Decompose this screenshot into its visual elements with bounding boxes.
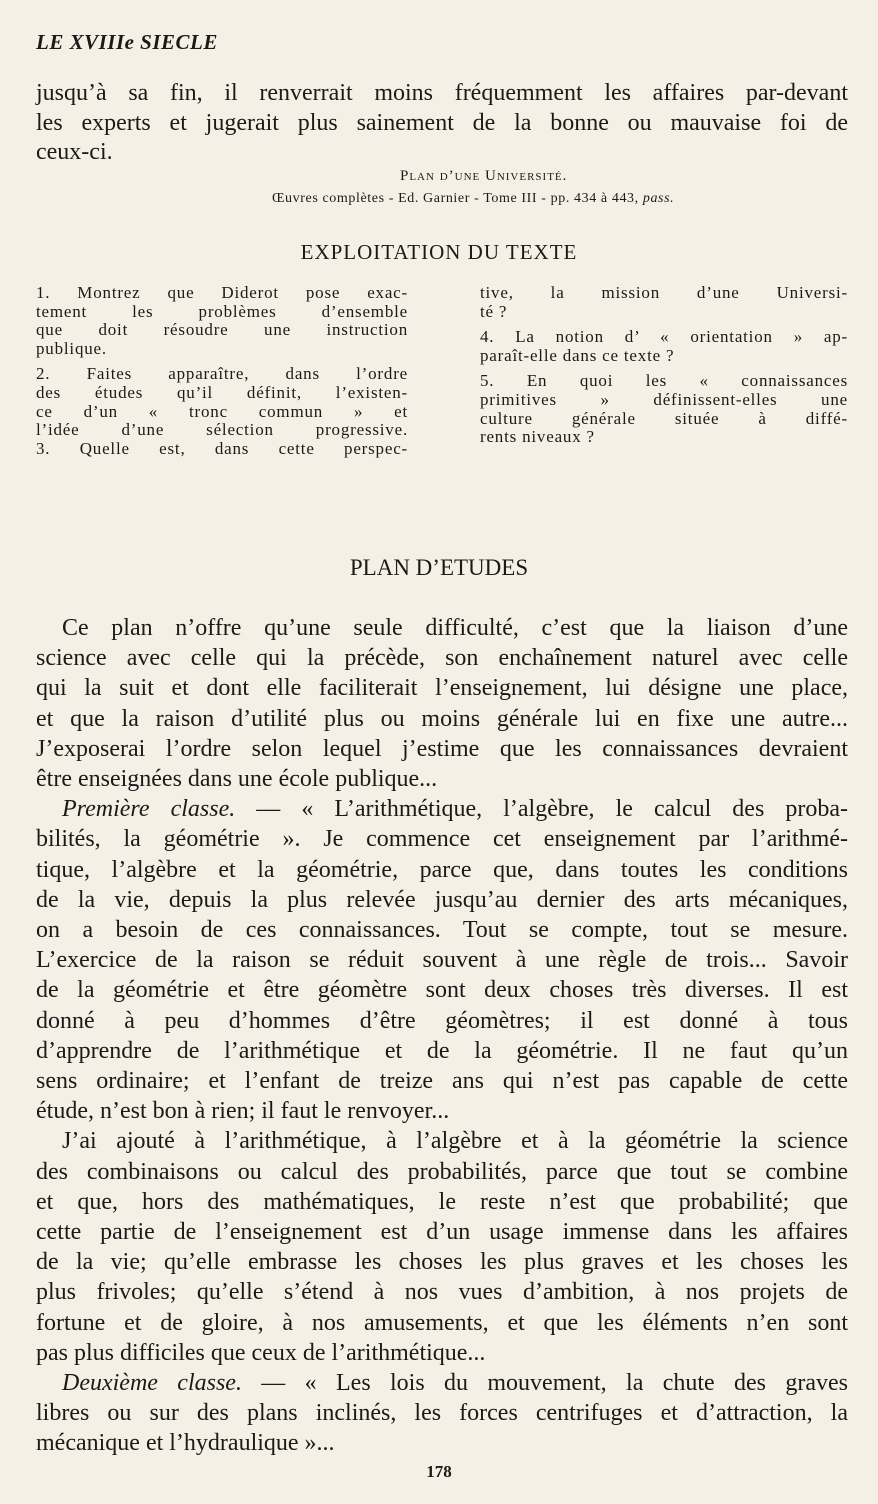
question-line: publique. <box>36 338 107 358</box>
text-line <box>36 975 848 1005</box>
line-text: Ce plan n’offre qu’une seule difficulté, c’est que la liaison d’une <box>62 615 848 641</box>
line-text: qui la suit et dont elle faciliterait l’enseignement, lui désigne une place, <box>36 675 848 702</box>
line-text: — « L’arithmétique, l’algèbre, le calcul des proba- <box>235 796 848 823</box>
text-line <box>36 1308 848 1338</box>
line-text: des combinaisons ou calcul des probabilités, parce que tout se combine <box>36 1158 848 1185</box>
line-text: et que, hors des mathématiques, le reste n’est que probabilité; que <box>36 1188 848 1215</box>
question-line: 1. Montrez que Diderot pose exac- <box>36 283 408 302</box>
line-text: de la vie, depuis la plus relevée jusqu’au dernier des arts mécaniques, <box>36 886 848 913</box>
question-line: 4. La notion d’ « orientation » ap- <box>480 327 848 347</box>
line-text: — « Les lois du mouvement, la chute des graves <box>241 1370 849 1396</box>
question-line: tement les problèmes d’ensemble <box>36 301 408 321</box>
line-text: d’apprendre de l’arithmétique et de la géométrie. Il ne faut qu’un <box>36 1037 848 1064</box>
line-text: être enseignées dans une école publique... <box>36 766 438 792</box>
text-line <box>36 1096 848 1126</box>
text-line <box>36 824 848 854</box>
text-line <box>36 734 848 764</box>
text-line <box>36 1428 848 1458</box>
question-line: primitives » définissent-elles une <box>480 389 848 409</box>
question-line: té ? <box>480 301 508 321</box>
line-text: les experts et jugerait plus sainement de la bonne ou mauvaise foi de <box>36 109 848 136</box>
text-line <box>36 1157 848 1187</box>
text-line <box>36 78 848 108</box>
question-line: l’idée d’une sélection progressive. <box>36 420 408 440</box>
text-line <box>36 1217 848 1247</box>
text-line <box>36 1006 848 1036</box>
question-line: culture générale située à diffé- <box>480 408 848 428</box>
question-line: des études qu’il définit, l’existen- <box>36 382 408 402</box>
questions-right-column <box>480 284 848 447</box>
question-line: 5. En quoi les « connaissances <box>480 371 848 391</box>
line-text: tique, l’algèbre et la géométrie, parce que, dans toutes les conditions <box>36 856 848 883</box>
text-line <box>36 1277 848 1307</box>
source-reference <box>272 191 674 207</box>
line-text: de la vie; qu’elle embrasse les choses les plus graves et les choses les <box>36 1249 848 1276</box>
text-line <box>36 643 848 673</box>
line-text: plus frivoles; qu’elle s’étend à nos vues d’ambition, à nos projets de <box>36 1279 848 1306</box>
questions-left-column <box>36 284 408 458</box>
line-text: libres ou sur des plans inclinés, les forces centrifuges et d’attraction, la <box>36 1400 848 1427</box>
exploitation-title: EXPLOITATION DU TEXTE <box>300 240 578 264</box>
question-line: tive, la mission d’une Universi- <box>480 283 848 302</box>
running-head: LE XVIIIe SIECLE <box>36 30 218 54</box>
text-line <box>36 1066 848 1096</box>
text-line <box>36 1036 848 1066</box>
question-line: que doit résoudre une instruction <box>36 320 408 340</box>
question-line: rents niveaux ? <box>480 427 595 447</box>
text-line <box>36 704 848 734</box>
line-text: fortune et de gloire, à nos amusements, et que les éléments n’en sont <box>36 1309 848 1336</box>
line-text: donné à peu d’hommes d’être géomètres; il est donné à tous <box>36 1007 848 1034</box>
text-line <box>62 794 848 824</box>
line-text: J’exposerai l’ordre selon lequel j’estime que les connaissances devraient <box>36 735 848 762</box>
text-line <box>36 1338 848 1368</box>
text-line <box>36 885 848 915</box>
text-line <box>62 1126 848 1156</box>
line-text: bilités, la géométrie ». Je commence cet enseignement par l’arithmé- <box>36 826 848 853</box>
text-line <box>36 673 848 703</box>
line-text: science avec celle qui la précède, son enchaînement naturel avec celle <box>36 645 848 672</box>
page-number: 178 <box>426 1462 452 1481</box>
question-line: 3. Quelle est, dans cette perspec- <box>36 438 408 458</box>
source-reference-italic: pass. <box>642 191 675 206</box>
text-line <box>62 613 848 643</box>
source-title: Plan d’une Université. <box>400 168 568 184</box>
line-text: et que la raison d’utilité plus ou moins générale lui en fixe une autre... <box>36 705 848 732</box>
line-text: sens ordinaire; et l’enfant de treize ans qui n’est pas capable de cette <box>36 1068 848 1094</box>
class-heading: Deuxième classe. <box>62 1370 242 1396</box>
source-reference-text: Œuvres complètes - Ed. Garnier - Tome III - pp. 434 à 443, <box>272 191 639 206</box>
line-text: on a besoin de ces connaissances. Tout se compte, tout se mesure. <box>36 917 848 943</box>
line-text: cette partie de l’enseignement est d’un usage immense dans les affaires <box>36 1219 848 1245</box>
line-text: pas plus difficiles que ceux de l’arithmétique... <box>36 1339 486 1366</box>
class-heading: Première classe. <box>62 796 236 823</box>
line-text: étude, n’est bon à rien; il faut le renvoyer... <box>36 1098 450 1125</box>
text-line <box>36 1247 848 1277</box>
line-text: J’ai ajouté à l’arithmétique, à l’algèbre et à la géométrie la science <box>62 1128 848 1155</box>
text-line <box>36 764 848 794</box>
question-line: 2. Faites apparaître, dans l’ordre <box>36 364 408 384</box>
text-line <box>36 855 848 885</box>
line-text: mécanique et l’hydraulique »... <box>36 1430 335 1457</box>
line-text: ceux-ci. <box>36 139 113 165</box>
question-line: paraît-elle dans ce texte ? <box>480 345 675 365</box>
text-line <box>36 945 848 975</box>
text-line <box>62 1368 848 1398</box>
text-line <box>36 108 848 138</box>
line-text: jusqu’à sa fin, il renverrait moins fréquemment les affaires par-devant <box>36 80 848 106</box>
question-line: ce d’un « tronc commun » et <box>36 401 408 421</box>
text-line <box>36 137 848 167</box>
plan-title: PLAN D’ETUDES <box>349 555 529 580</box>
line-text: L’exercice de la raison se réduit souvent à une règle de trois... Savoir <box>36 947 848 974</box>
line-text: de la géométrie et être géomètre sont deux choses très diverses. Il est <box>36 977 848 1004</box>
text-line <box>36 915 848 945</box>
text-line <box>36 1187 848 1217</box>
text-line <box>36 1398 848 1428</box>
